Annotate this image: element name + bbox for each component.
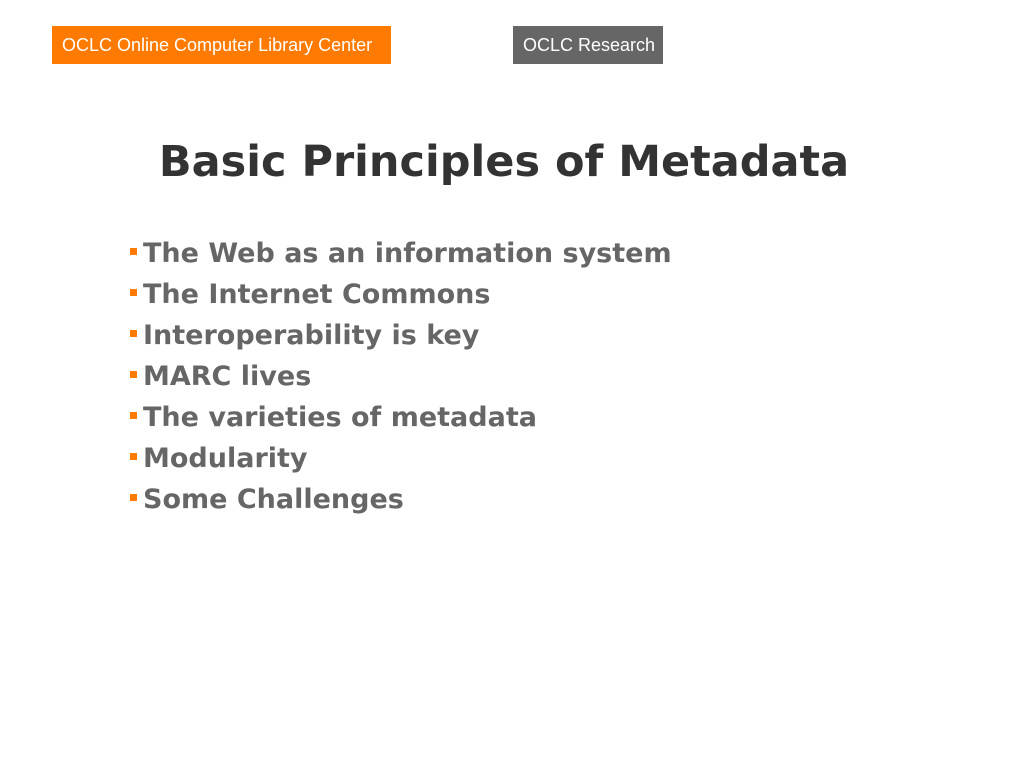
bullet-square-icon — [130, 494, 137, 501]
bullet-text: The Web as an information system — [143, 238, 672, 269]
bullet-square-icon — [130, 289, 137, 296]
bullet-item — [130, 233, 672, 274]
bullet-text: Some Challenges — [143, 484, 404, 515]
bullet-item — [130, 397, 672, 438]
bullet-text: MARC lives — [143, 361, 312, 392]
bullet-square-icon — [130, 330, 137, 337]
bullet-item — [130, 315, 672, 356]
bullet-square-icon — [130, 371, 137, 378]
bullet-text: Interoperability is key — [143, 320, 480, 351]
oclc-logo-text: OCLC Online Computer Library Center — [62, 34, 373, 55]
bullet-item — [130, 479, 672, 520]
bullet-item — [130, 438, 672, 479]
bullet-text: Modularity — [143, 443, 308, 474]
bullet-text: The Internet Commons — [143, 279, 491, 310]
bullet-item — [130, 356, 672, 397]
oclc-logo — [52, 26, 391, 64]
bullet-square-icon — [130, 248, 137, 255]
slide-title: Basic Principles of Metadata — [158, 137, 850, 187]
bullet-square-icon — [130, 412, 137, 419]
bullet-text: The varieties of metadata — [143, 402, 537, 433]
bullet-item — [130, 274, 672, 315]
oclc-research-logo-text: OCLC Research — [523, 34, 656, 55]
oclc-research-logo — [513, 26, 663, 64]
bullet-square-icon — [130, 453, 137, 460]
bullet-list — [130, 233, 672, 520]
